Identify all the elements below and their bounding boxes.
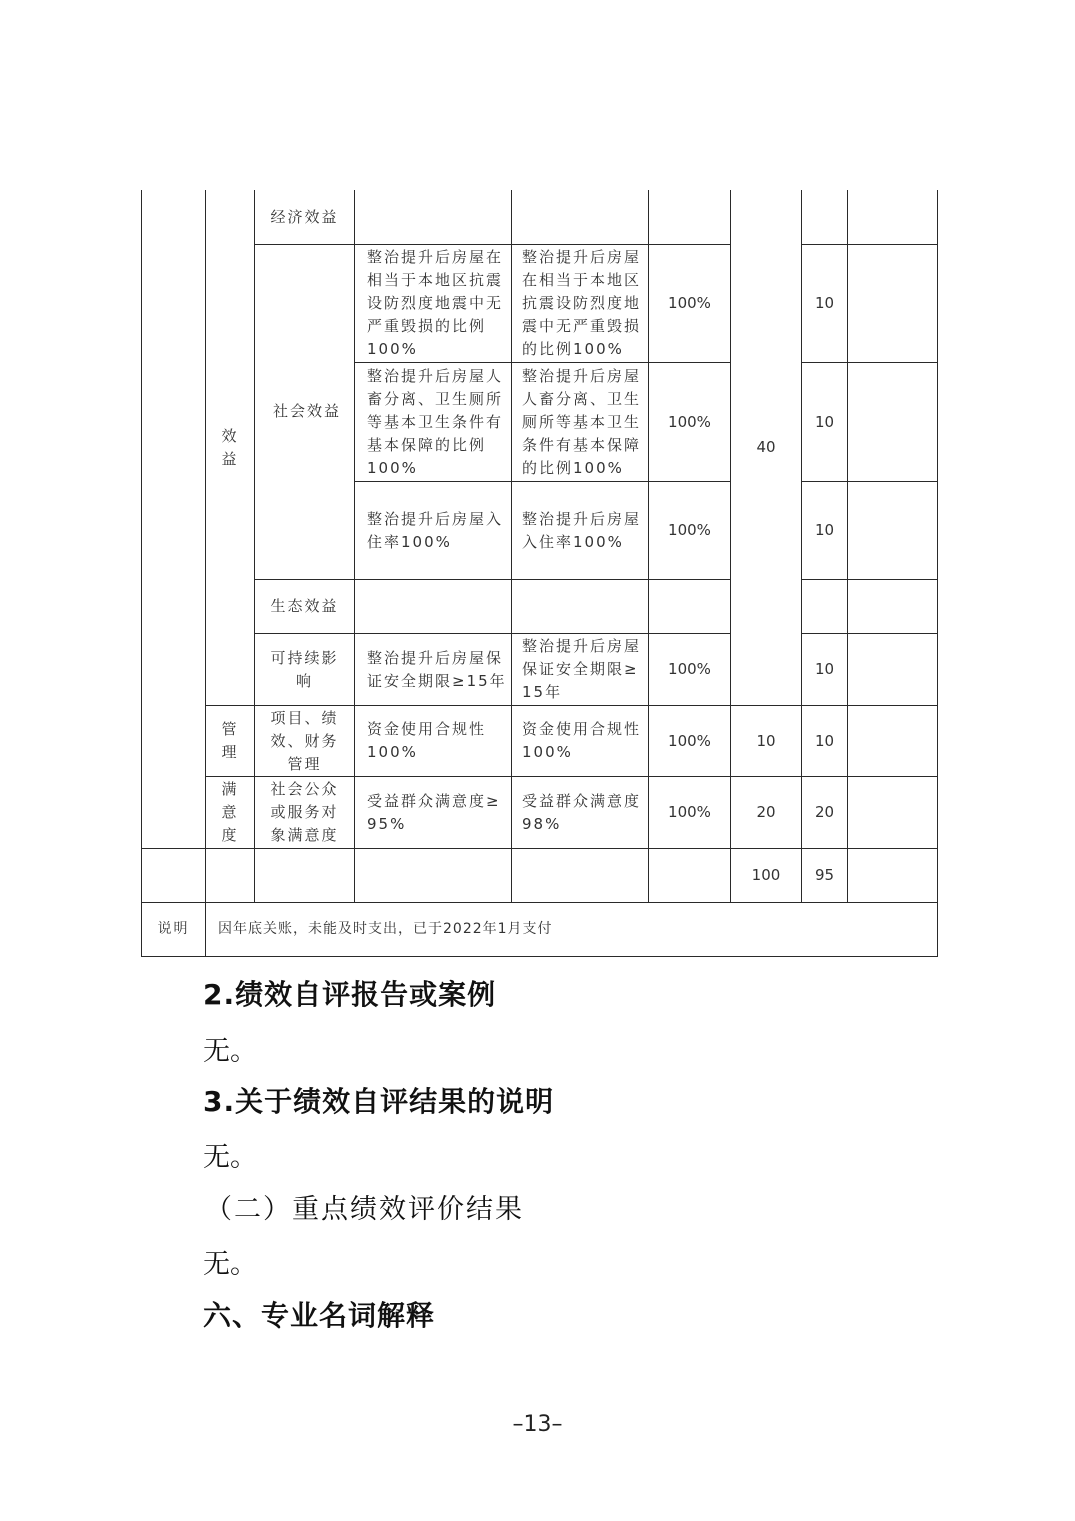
social-item-3-score: 10 <box>814 521 835 539</box>
ecological-benefit-label: 生态效益 <box>270 597 339 615</box>
satisfaction-score: 20 <box>814 803 835 821</box>
satisfaction-label: 社会公众 或服务对 象满意度 <box>270 780 339 844</box>
social-item-1-score: 10 <box>814 294 835 312</box>
note-label: 说明 <box>157 921 190 937</box>
satisfaction-weight: 20 <box>756 803 776 821</box>
sustainable-rate: 100% <box>668 660 711 678</box>
category-benefit-label: 效 益 <box>221 426 239 468</box>
page-number: –13– <box>512 1412 563 1437</box>
social-item-3-actual: 整治提升后房屋 入住率100% <box>522 509 642 551</box>
section-6-heading: 六、专业名词解释 <box>203 1299 436 1332</box>
category-management-label: 管 理 <box>221 720 239 761</box>
benefit-weight: 40 <box>756 438 776 456</box>
social-item-2-actual: 整治提升后房屋 人畜分离、卫生 厕所等基本卫生 条件有基本保障 的比例100% <box>522 366 642 477</box>
section-3-body: 无。 <box>203 1142 257 1173</box>
section-2-body: 无。 <box>203 1036 257 1067</box>
key-evaluation-body: 无。 <box>203 1249 257 1280</box>
sustainable-score: 10 <box>814 660 835 678</box>
category-satisfaction <box>206 777 254 848</box>
sustainable-impact-label: 可持续影 响 <box>270 648 339 690</box>
management-actual: 资金使用合规性 100% <box>522 720 642 761</box>
social-item-1-actual: 整治提升后房屋 在相当于本地区 抗震设防烈度地 震中无严重毁损 的比例100% <box>522 248 642 358</box>
management-score: 10 <box>814 731 835 750</box>
total-score: 95 <box>814 866 835 884</box>
key-evaluation-heading: （二）重点绩效评价结果 <box>205 1194 524 1225</box>
economic-benefit-label: 经济效益 <box>270 207 339 226</box>
social-item-1-rate: 100% <box>668 294 711 312</box>
satisfaction-rate: 100% <box>668 803 711 821</box>
category-management <box>206 706 254 776</box>
management-label: 项目、绩 效、财务 管理 <box>270 708 339 773</box>
category-satisfaction-label: 满 意 度 <box>221 780 239 844</box>
total-weight: 100 <box>751 866 781 884</box>
social-item-3-target: 整治提升后房屋入 住率100% <box>367 509 504 551</box>
social-item-3-rate: 100% <box>668 521 711 539</box>
social-item-2-score: 10 <box>814 412 835 431</box>
management-weight: 10 <box>756 731 776 750</box>
social-item-2-rate: 100% <box>668 412 711 431</box>
section-3-heading: 3.关于绩效自评结果的说明 <box>203 1085 555 1118</box>
section-2-heading: 2.绩效自评报告或案例 <box>203 978 497 1011</box>
note-text: 因年底关账，未能及时支出，已于2022年1月支付 <box>218 921 553 937</box>
satisfaction-target: 受益群众满意度≥ 95% <box>367 791 501 833</box>
management-rate: 100% <box>668 731 711 750</box>
category-benefit <box>206 190 254 705</box>
management-target: 资金使用合规性 100% <box>367 720 487 761</box>
sustainable-actual: 整治提升后房屋 保证安全期限≥ 15年 <box>522 637 642 701</box>
sustainable-target: 整治提升后房屋保 证安全期限≥15年 <box>367 648 507 690</box>
social-benefit-label: 社会效益 <box>273 402 342 420</box>
social-item-1-target: 整治提升后房屋在 相当于本地区抗震 设防烈度地震中无 严重毁损的比例 100% <box>367 248 504 358</box>
satisfaction-actual: 受益群众满意度 98% <box>522 791 642 833</box>
social-item-2-target: 整治提升后房屋人 畜分离、卫生厕所 等基本卫生条件有 基本保障的比例 100% <box>367 366 504 477</box>
